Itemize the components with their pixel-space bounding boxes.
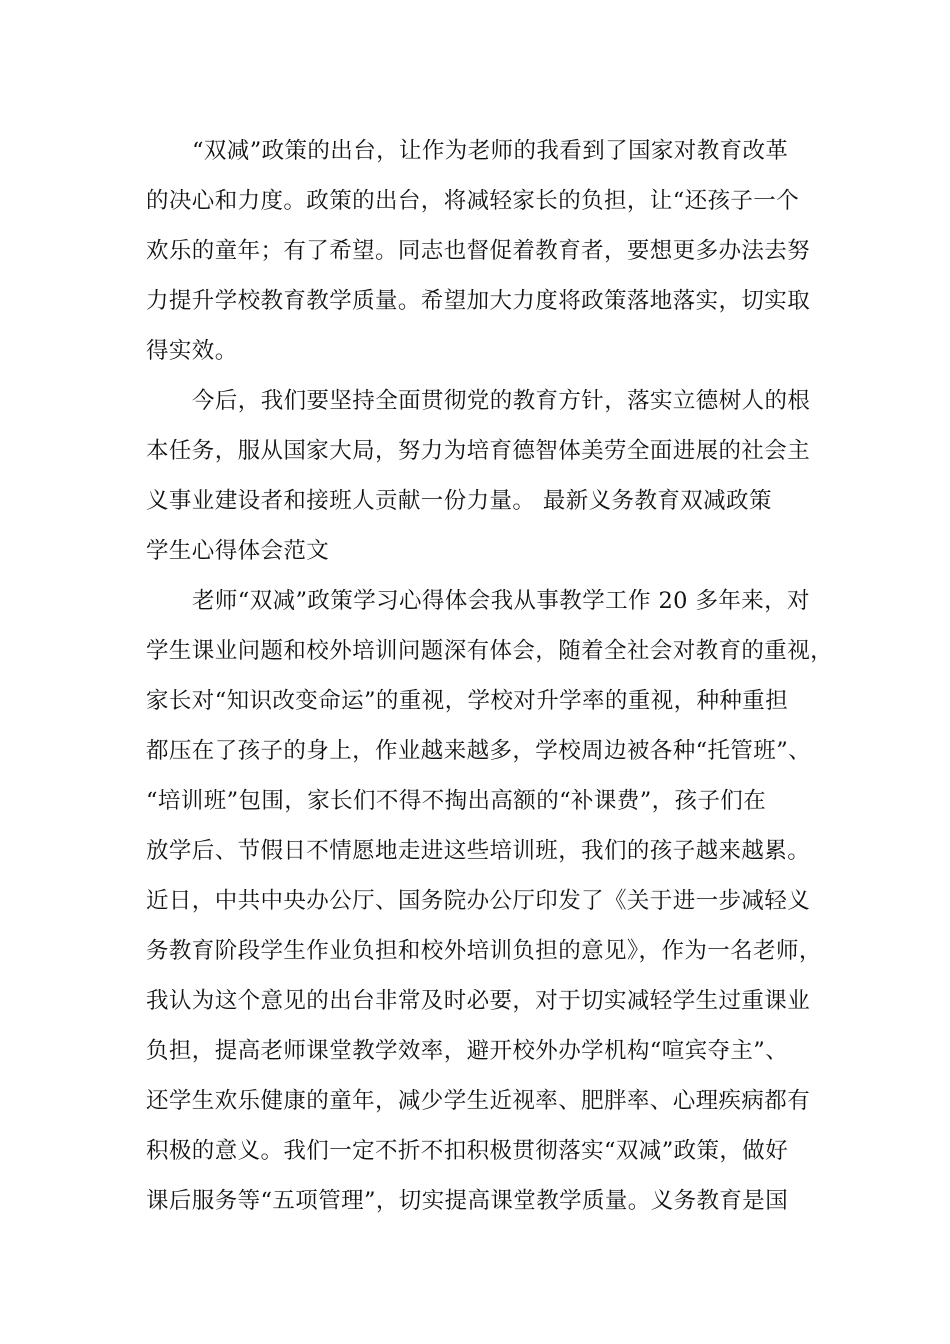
text-line: 学生心得体会范文: [146, 538, 330, 564]
text-line: 近日，中共中央办公厅、国务院办公厅印发了《关于进一步减轻义: [146, 888, 811, 914]
text-line: 积极的意义。我们一定不折不扣积极贯彻落实“双减”政策，做好: [146, 1138, 789, 1164]
text-line: 学生课业问题和校外培训问题深有体会，随着全社会对教育的重视，: [146, 638, 834, 664]
text-line: 都压在了孩子的身上，作业越来越多，学校周边被各种“托管班”、: [146, 738, 812, 764]
text-line: 务教育阶段学生作业负担和校外培训负担的意见》，作为一名老师，: [146, 938, 822, 964]
text-line: 的决心和力度。政策的出台，将减轻家长的负担，让“还孩子一个: [146, 188, 800, 214]
text-line: 得实效。: [146, 338, 238, 364]
text-line: 义事业建设者和接班人贡献一份力量。 最新义务教育双减政策: [146, 488, 772, 514]
text-line: 放学后、节假日不情愿地走进这些培训班，我们的孩子越来越累。: [146, 838, 811, 864]
text-line: 欢乐的童年；有了希望。同志也督促着教育者，要想更多办法去努: [146, 238, 811, 264]
text-line: 课后服务等“五项管理”，切实提高课堂教学质量。义务教育是国: [146, 1188, 789, 1214]
text-line: 负担，提高老师课堂教学效率，避开校外办学机构“喧宾夺主”、: [146, 1038, 789, 1064]
text-line: 老师“双减”政策学习心得体会我从事教学工作 20 多年来，对: [192, 588, 810, 614]
text-line: 还学生欢乐健康的童年，减少学生近视率、肥胖率、心理疾病都有: [146, 1088, 811, 1114]
text-line: 我认为这个意见的出台非常及时必要，对于切实减轻学生过重课业: [146, 988, 811, 1014]
text-line: 本任务，服从国家大局，努力为培育德智体美劳全面进展的社会主: [146, 438, 811, 464]
text-line: “双减”政策的出台，让作为老师的我看到了国家对教育改革: [192, 138, 789, 164]
text-line: 今后，我们要坚持全面贯彻党的教育方针，落实立德树人的根: [192, 388, 811, 414]
text-line: 力提升学校教育教学质量。希望加大力度将政策落地落实，切实取: [146, 288, 811, 314]
text-line: “培训班”包围，家长们不得不掏出高额的“补课费”，孩子们在: [146, 788, 767, 814]
document-body: [146, 126, 834, 1226]
text-line: 家长对“知识改变命运”的重视，学校对升学率的重视，种种重担: [146, 688, 789, 714]
